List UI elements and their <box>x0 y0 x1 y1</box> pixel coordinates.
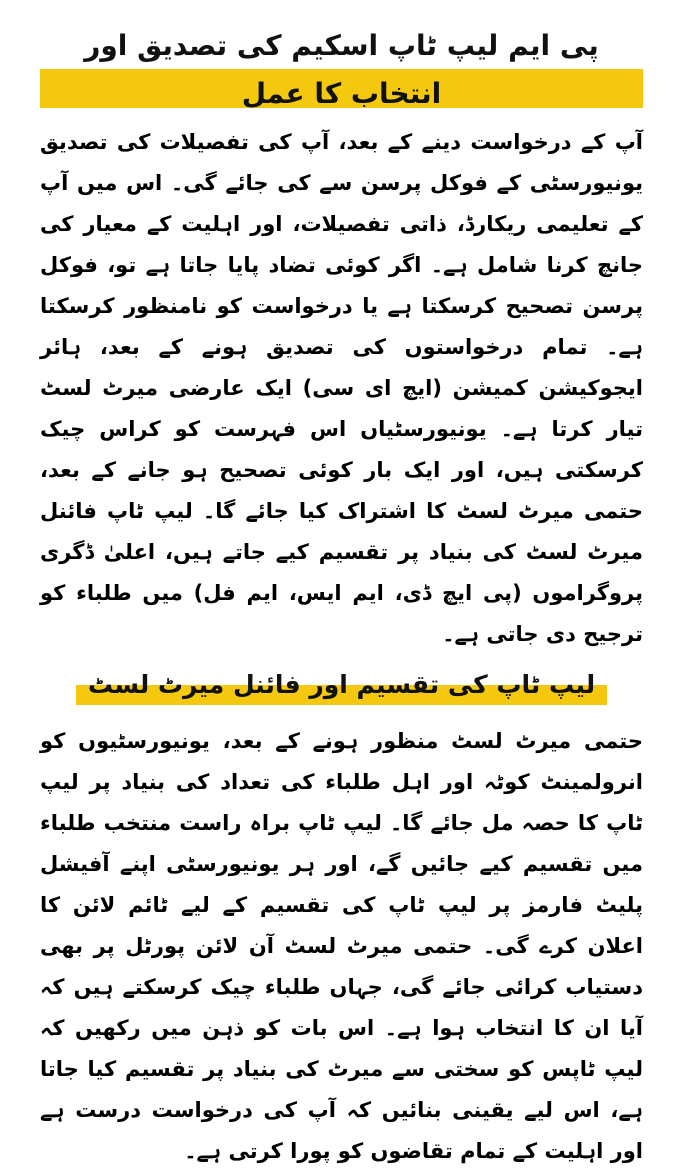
section-heading-verification: پی ایم لیپ ٹاپ اسکیم کی تصدیق اور انتخاب کا عمل <box>40 22 643 120</box>
paragraph-distribution: حتمی میرٹ لسٹ منظور ہونے کے بعد، یونیورسٹیوں کو انرولمینٹ کوٹہ اور اہل طلباء کی تعداد کی بنیاد پر لیپ ٹاپ کا حصہ مل جائے گا۔ لیپ ٹاپ براہ راست منتخب طلباء میں تقسیم کیے جائیں گے، اور ہر یونیورسٹی اپنے آفیشل پلیٹ فارمز پر لیپ ٹاپ کی تقسیم کے لیے ٹائم لائن کا اعلان کرے گی۔ حتمی میرٹ لسٹ آن لائن پورٹل پر بھی دستیاب کرائی جائے گی، جہاں طلباء چیک کرسکتے ہیں کہ آیا ان کا انتخاب ہوا ہے۔ اس بات کو ذہن میں رکھیں کہ لیپ ٹاپس کو سختی سے میرٹ کی بنیاد پر تقسیم کیا جاتا ہے، اس لیے یقینی بنائیں کہ آپ کی درخواست درست ہے اور اہلیت کے تمام تقاضوں کو پورا کرتی ہے۔ <box>40 729 643 1163</box>
paragraph-verification: آپ کے درخواست دینے کے بعد، آپ کی تفصیلات کی تصدیق یونیورسٹی کے فوکل پرسن سے کی جائے گی۔ اس میں آپ کے تعلیمی ریکارڈ، ذاتی تفصیلات، اور اہلیت کے معیار کی جانچ کرنا شامل ہے۔ اگر کوئی تضاد پایا جاتا ہے تو، فوکل پرسن تصحیح کرسکتا ہے یا درخواست کو نامنظور کرسکتا ہے۔ تمام درخواستوں کی تصدیق ہونے کے بعد، ہائر ایجوکیشن کمیشن (ایچ ای سی) ایک عارضی میرٹ لسٹ تیار کرتا ہے۔ یونیورسٹیاں اس فہرست کو کراس چیک کرسکتی ہیں، اور ایک بار کوئی تصحیح ہو جانے کے بعد، حتمی میرٹ لسٹ کا اشتراک کیا جائے گا۔ لیپ ٹاپ فائنل میرٹ لسٹ کی بنیاد پر تقسیم کیے جاتے ہیں، اعلیٰ ڈگری پروگراموں (پی ایچ ڈی، ایم ایس، ایم فل) میں طلباء کو ترجیح دی جاتی ہے۔ <box>40 130 643 646</box>
section-heading-distribution: لیپ ٹاپ کی تقسیم اور فائنل میرٹ لسٹ <box>76 661 607 711</box>
heading-1-wrapper <box>40 22 643 120</box>
heading-2-wrapper <box>40 655 643 711</box>
